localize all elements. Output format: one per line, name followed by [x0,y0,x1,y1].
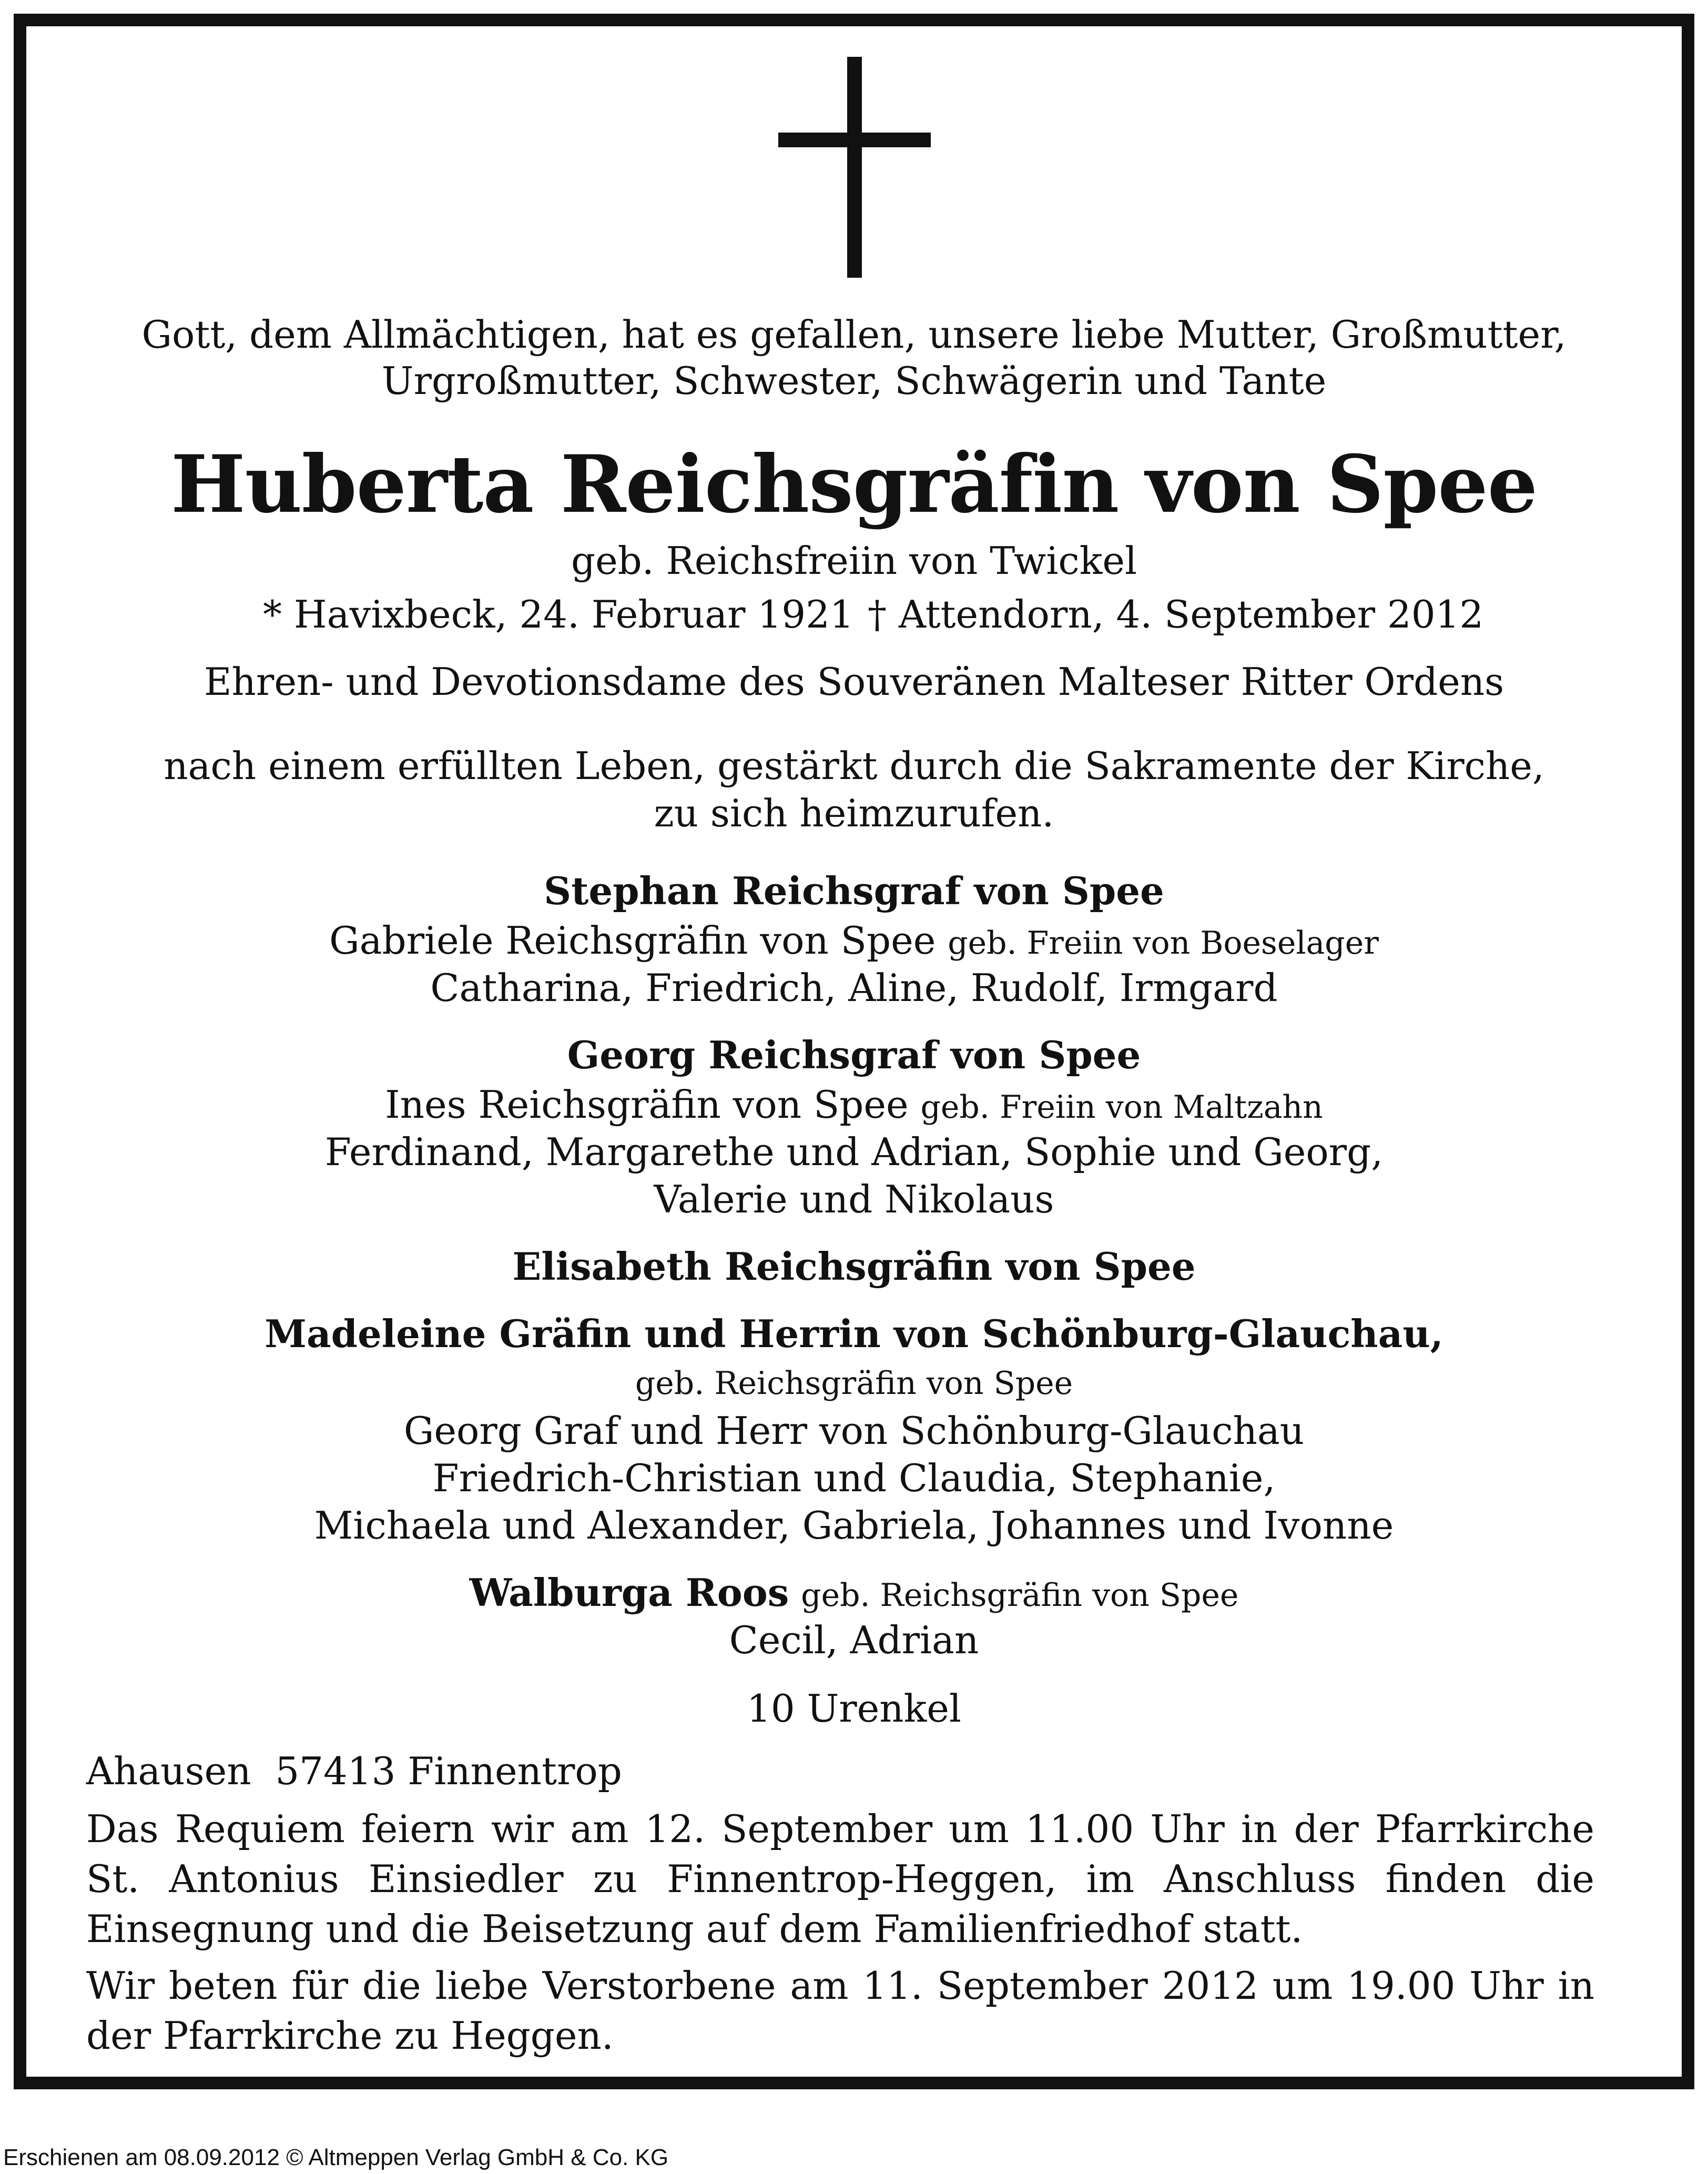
mourner-stephan-children: Catharina, Friedrich, Aline, Rudolf, Irmgard [430,966,1278,1010]
honor-line: Ehren- und Devotionsdame des Souveränen Malteser Ritter Ordens [204,660,1504,704]
address-line: Ahausen 57413 Finnentrop [86,1749,622,1793]
deceased-name: Huberta Reichsgräfin von Spee [170,438,1538,531]
mourner-georg-children-2: Valerie und Nikolaus [654,1177,1054,1221]
mourner-madeleine: Madeleine Gräfin und Herrin von Schönburg-Glauchau, [265,1311,1443,1356]
intro-line-2: Urgroßmutter, Schwester, Schwägerin und Tante [381,359,1327,403]
mourner-stephan-spouse: Gabriele Reichsgräfin von Spee geb. Freiin von Boeselager [329,918,1379,963]
mourner-georg-children-1: Ferdinand, Margarethe und Adrian, Sophie und Georg, [324,1130,1384,1174]
outro-line-2: zu sich heimzurufen. [654,791,1054,835]
intro-line-1: Gott, dem Allmächtigen, hat es gefallen, unsere liebe Mutter, Großmutter, [141,312,1567,357]
mourner-madeleine-spouse: Georg Graf und Herr von Schönburg-Glauchau [403,1409,1305,1453]
outro-line-1: nach einem erfüllten Leben, gestärkt durch die Sakramente der Kirche, [164,744,1544,788]
mourner-elisabeth: Elisabeth Reichsgräfin von Spee [512,1244,1196,1289]
mourner-walburga-children: Cecil, Adrian [729,1618,979,1662]
mourner-madeleine-note: geb. Reichsgräfin von Spee [635,1365,1073,1402]
requiem-paragraph: Das Requiem feiern wir am 12. September um 11.00 Uhr in der Pfarrkirche St. Antonius Einsiedler zu Finnentrop-Heggen, im Anschluss finden die Einsegnung und die Beisetzung auf dem Familienfriedhof statt. [86,1807,1594,1951]
mourner-stephan: Stephan Reichsgraf von Spee [544,868,1164,913]
mourner-walburga: Walburga Roos geb. Reichsgräfin von Spee [469,1570,1239,1615]
mourner-georg: Georg Reichsgraf von Spee [567,1033,1141,1077]
birth-date: * Havixbeck, 24. Februar 1921 [263,592,854,636]
mourner-madeleine-children-2: Michaela und Alexander, Gabriela, Johannes und Ivonne [314,1503,1394,1548]
prayer-paragraph: Wir beten für die liebe Verstorbene am 11. September 2012 um 19.00 Uhr in der Pfarrkirche zu Heggen. [86,1964,1594,2058]
death-date: † Attendorn, 4. September 2012 [868,592,1484,636]
mourner-georg-spouse: Ines Reichsgräfin von Spee geb. Freiin von Maltzahn [385,1083,1323,1127]
cross-icon [778,57,931,278]
mourner-madeleine-children-1: Friedrich-Christian und Claudia, Stephanie, [432,1456,1276,1500]
birth-name: geb. Reichsfreiin von Twickel [571,539,1137,583]
great-grandchildren: 10 Urenkel [747,1686,961,1731]
publication-footer: Erschienen am 08.09.2012 © Altmeppen Verlag GmbH & Co. KG [3,2145,669,2170]
